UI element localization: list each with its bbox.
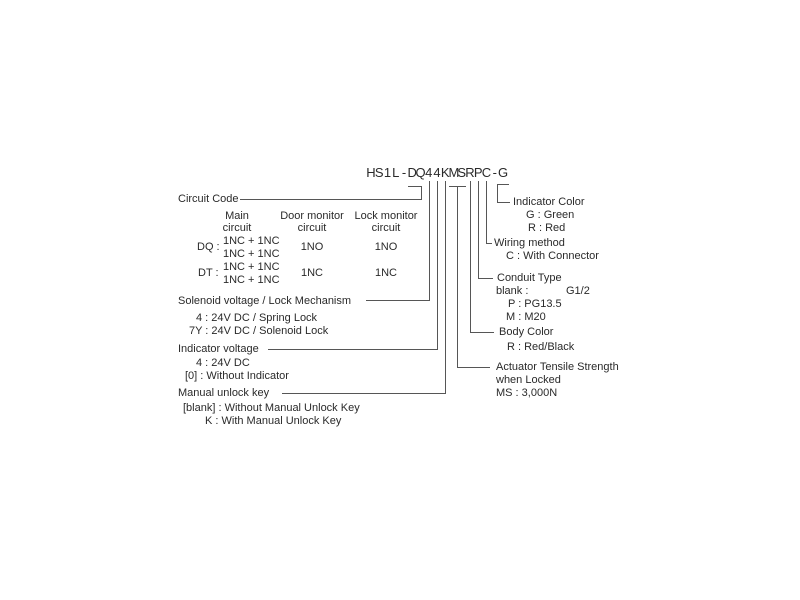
part-number-char: H: [366, 165, 376, 180]
manual-unlock-option-without: [blank] : Without Manual Unlock Key: [183, 402, 360, 414]
part-number-char: 1: [383, 165, 392, 180]
wiring-drop-line: [486, 181, 487, 244]
wiring-method-label: Wiring method: [494, 237, 565, 249]
body-color-label: Body Color: [499, 326, 554, 338]
part-number-char: D: [407, 165, 417, 180]
body-color-option-redblack: R : Red/Black: [507, 341, 575, 353]
row-dt-main-line2: 1NC + 1NC: [223, 274, 280, 286]
solenoid-option-solenoid: 7Y : 24V DC / Solenoid Lock: [189, 325, 329, 337]
indicator-voltage-label: Indicator voltage: [178, 343, 259, 355]
conduit-drop-line: [478, 181, 479, 279]
actuator-strength-label-line2: when Locked: [496, 374, 561, 386]
body-color-drop-line: [470, 181, 471, 333]
conduit-option-blank-code: blank :: [496, 285, 529, 297]
lock-monitor-header-line1: Lock monitor: [354, 210, 418, 222]
indicator-color-option-green: G : Green: [526, 209, 575, 221]
part-number-char: M: [448, 165, 460, 180]
solenoid-option-spring: 4 : 24V DC / Spring Lock: [196, 312, 318, 324]
main-circuit-header-line1: Main: [225, 210, 249, 222]
row-dq-main-line1: 1NC + 1NC: [223, 235, 280, 247]
conduit-line: [478, 278, 493, 279]
g-bracket-line: [497, 184, 509, 185]
indicator-voltage-option-24v: 4 : 24V DC: [196, 357, 250, 369]
indicator-voltage-drop-line: [437, 181, 438, 350]
actuator-strength-value: MS : 3,000N: [496, 387, 558, 399]
actuator-strength-label-line1: Actuator Tensile Strength: [496, 361, 619, 373]
part-number-char: L: [392, 165, 400, 180]
conduit-option-blank-value: G1/2: [566, 285, 590, 297]
manual-unlock-option-with: K : With Manual Unlock Key: [205, 415, 342, 427]
indicator-voltage-line: [268, 349, 438, 350]
row-dt-code: DT :: [198, 267, 219, 279]
lock-monitor-header-line2: circuit: [371, 222, 401, 234]
dq-drop-line: [421, 186, 422, 200]
part-number-char: P: [473, 165, 483, 180]
body-color-line: [470, 332, 494, 333]
part-number-char: Q: [415, 165, 426, 180]
part-number-char: C: [481, 165, 492, 180]
wiring-method-option-connector: C : With Connector: [506, 250, 599, 262]
indicator-color-drop-line: [497, 184, 498, 203]
part-number-char: K: [440, 165, 450, 180]
part-number-char: S: [457, 165, 467, 180]
row-dq-door: 1NO: [300, 241, 324, 253]
circuit-code-line: [240, 199, 422, 200]
part-number-char: S: [374, 165, 384, 180]
part-number-char: G: [498, 165, 509, 180]
row-dq-lock: 1NO: [374, 241, 398, 253]
indicator-color-line: [497, 202, 510, 203]
part-number-char: -: [401, 165, 407, 180]
solenoid-drop-line: [429, 181, 430, 301]
row-dt-lock: 1NC: [374, 267, 397, 279]
indicator-color-option-red: R : Red: [528, 222, 566, 234]
conduit-type-label: Conduit Type: [497, 272, 562, 284]
row-dq-main-line2: 1NC + 1NC: [223, 248, 280, 260]
indicator-voltage-option-without: [0] : Without Indicator: [185, 370, 289, 382]
wiring-line: [486, 243, 492, 244]
solenoid-line: [366, 300, 430, 301]
part-number-char: R: [465, 165, 475, 180]
door-monitor-header-line2: circuit: [297, 222, 327, 234]
circuit-code-label: Circuit Code: [178, 193, 239, 205]
manual-unlock-key-label: Manual unlock key: [178, 387, 270, 399]
row-dq-code: DQ :: [197, 241, 220, 253]
indicator-color-label: Indicator Color: [513, 196, 585, 208]
dq-bracket-line: [408, 186, 422, 187]
part-number-char: 4: [425, 165, 433, 180]
conduit-option-m20: M : M20: [506, 311, 546, 323]
manual-unlock-line: [282, 393, 446, 394]
part-number-char: -: [492, 165, 497, 180]
actuator-line: [457, 367, 490, 368]
part-number-char: 4: [433, 165, 441, 180]
manual-unlock-drop-line: [445, 181, 446, 394]
conduit-option-pg: P : PG13.5: [508, 298, 562, 310]
ms-drop-line: [457, 186, 458, 368]
row-dt-main-line1: 1NC + 1NC: [223, 261, 280, 273]
row-dt-door: 1NC: [300, 267, 323, 279]
door-monitor-header-line1: Door monitor: [280, 210, 344, 222]
main-circuit-header-line2: circuit: [222, 222, 252, 234]
solenoid-voltage-label: Solenoid voltage / Lock Mechanism: [178, 295, 352, 307]
